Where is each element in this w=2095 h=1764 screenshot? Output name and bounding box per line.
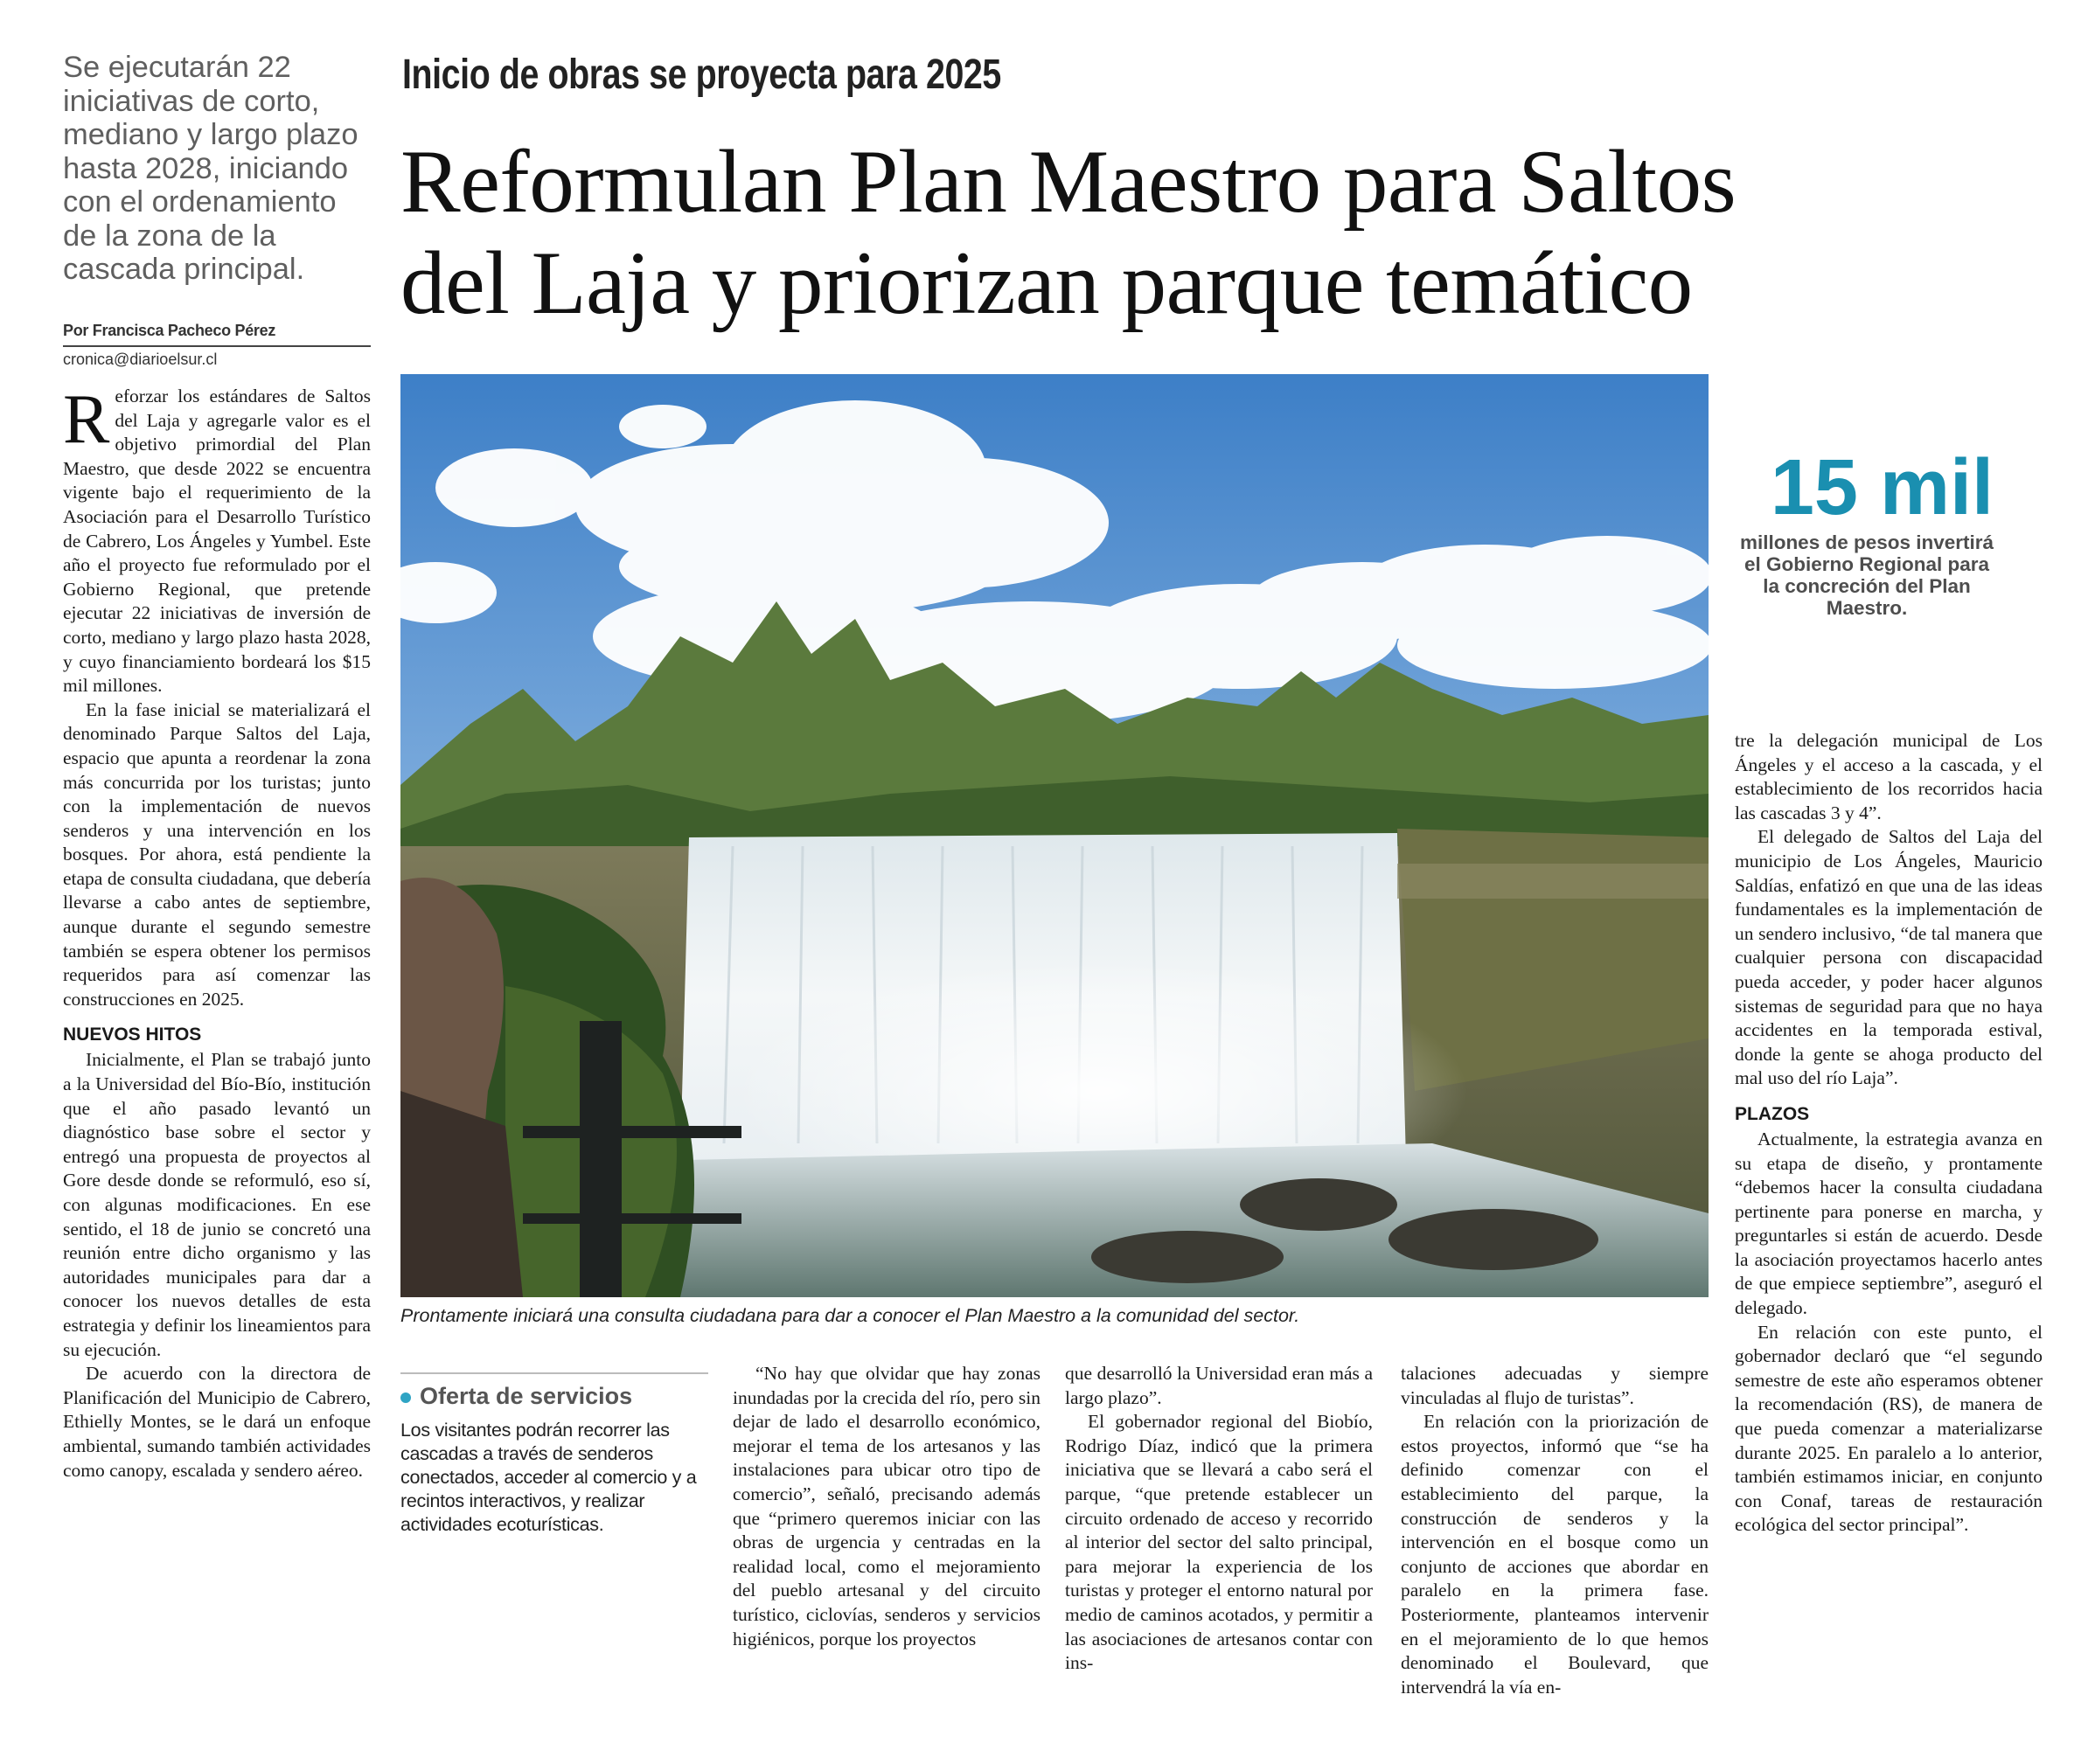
article-kicker: Inicio de obras se proyecta para 2025	[402, 52, 1001, 98]
text-column-3	[1065, 1362, 1373, 1676]
stat-value: 15 mil	[1770, 444, 1994, 531]
stat-description: millones de pesos invertirá el Gobierno Regional para la concreción del Plan Maestro.	[1739, 531, 1994, 619]
paragraph: El delegado de Saltos del Laja del municipio de Los Ángeles, Mauricio Saldías, enfatizó en que una de las ideas fundamentales es la implementación de un sendero inclusivo, “de tal manera que cualquier persona con discapacidad pueda acceder, y poder hacer algunos sistemas de seguridad para que no haya accidentes en la temporada estival, donde la gente se ahoga producto del mal uso del río Laja”.	[1735, 826, 2043, 1089]
services-box-title-text: Oferta de servicios	[420, 1383, 633, 1409]
paragraph: Actualmente, la estrategia avanza en su etapa de diseño, y prontamente “debemos hacer la consulta ciudadana pertinente para ponerse en marcha, y preguntarles si están de acuerdo. Desde la asociación proyectamos hacerlo antes de que empiece septiembre”, aseguró el delegado.	[1735, 1128, 2043, 1319]
text-column-5	[1735, 729, 2043, 1538]
text-column-2	[733, 1362, 1041, 1651]
text-column-1	[63, 381, 371, 1483]
bullet-icon	[400, 1392, 411, 1403]
subhead-nuevos-hitos: NUEVOS HITOS	[63, 1024, 202, 1045]
drop-cap: R	[63, 381, 110, 458]
paragraph: “No hay que olvidar que hay zonas inundadas por la crecida del río, pero sin dejar de lado el desarrollo económico, mejorar el tema de los artesanos y las instalaciones para ubicar otro tipo de comercio”, señaló, precisando además que “primero queremos iniciar con las obras de urgencia y centradas en la realidad local, como el mejoramiento del pueblo artesanal y del circuito turístico, ciclovías, senderos y servicios higiénicos, porque los proyectos	[733, 1363, 1041, 1649]
services-box-text: Los visitantes podrán recorrer las cascadas a través de senderos conectados, acceder al comercio y a recintos interactivos, y realizar actividades ecoturísticas.	[400, 1420, 697, 1535]
paragraph: El gobernador regional del Biobío, Rodrigo Díaz, indicó que la primera iniciativa que se llevará a cabo será el parque, “que pretende establecer un circuito ordenado de acceso y recorrido al interior del sector del salto principal, para mejorar la experiencia de los turistas y proteger el entorno natural por medio de caminos acotados, y permitir a las asociaciones de artesanos contar con ins-	[1065, 1411, 1373, 1674]
services-box-title	[400, 1372, 708, 1410]
paragraph: talaciones adecuadas y siempre vinculadas al flujo de turistas”.	[1401, 1363, 1709, 1408]
article-lead: Se ejecutarán 22 iniciativas de corto, mediano y largo plazo hasta 2028, iniciando con el ordenamiento de la zona de la cascada principal.	[63, 51, 358, 286]
article-headline	[400, 131, 2062, 334]
paragraph	[63, 381, 371, 698]
photo-caption: Prontamente iniciará una consulta ciudadana para dar a conocer el Plan Maestro a la comunidad del sector.	[400, 1305, 1300, 1326]
headline-line-1: Reformulan Plan Maestro para Saltos	[400, 132, 1737, 232]
paragraph-text: eforzar los estándares de Saltos del Laja y agregarle valor es el objetivo primordial del Plan Maestro, que desde 2022 se encuentra vigente bajo el requerimiento de la Asociación para el Desarrollo Turístico de Cabrero, Los Ángeles y Yumbel. Este año el proyecto fue reformulado por el Gobierno Regional, que pretende ejecutar 22 iniciativas de inversión de corto, mediano y largo plazo hasta 2028, y cuyo financiamiento bordeará los $15 mil millones.	[63, 385, 371, 697]
paragraph: En la fase inicial se materializará el denominado Parque Saltos del Laja, espacio que apunta a reordenar la zona más concurrida por los turistas; junto con la implementación de nuevos senderos y una intervención en los bosques. Por ahora, está pendiente la etapa de consulta ciudadana, que debería llevarse a cabo antes de septiembre, aunque durante el segundo semestre también se espera obtener los permisos requeridos para así comenzar las construcciones en 2025.	[63, 698, 371, 1010]
text-column-4	[1401, 1362, 1709, 1699]
paragraph: En relación con este punto, el gobernador declaró que “el segundo semestre de este año esperamos obtener la recomendación (RS), de manera de que pueda comenzar a materializarse durante 2025. En paralelo a lo anterior, también estimamos iniciar, en conjunto con Conaf, tareas de restauración ecológica del sector principal”.	[1735, 1321, 2043, 1536]
paragraph: De acuerdo con la directora de Planificación del Municipio de Cabrero, Ethielly Montes, se le dará un enfoque ambiental, sumando también actividades como canopy, escalada y sendero aéreo.	[63, 1363, 371, 1481]
byline-author: Por Francisca Pacheco Pérez	[63, 322, 371, 347]
headline-line-2: del Laja y priorizan parque temático	[400, 233, 1693, 333]
byline	[63, 322, 371, 369]
byline-email: cronica@diarioelsur.cl	[63, 351, 218, 368]
paragraph: tre la delegación municipal de Los Ángeles y el acceso a la cascada, y el establecimiento de los recorridos hacia las cascadas 3 y 4”.	[1735, 730, 2043, 823]
waterfall-photo	[400, 374, 1709, 1297]
paragraph: Inicialmente, el Plan se trabajó junto a la Universidad del Bío-Bío, institución que el año pasado levantó un diagnóstico base sobre el sector y entregó una propuesta de proyectos al Gore desde donde se reformuló, eso sí, con algunas modificaciones. En ese sentido, el 18 de junio se concretó una reunión entre dicho organismo y las autoridades municipales para dar a conocer los nuevos detalles de esta estrategia y definir los lineamientos para su ejecución.	[63, 1049, 371, 1360]
subhead-plazos: PLAZOS	[1735, 1103, 1810, 1124]
paragraph: que desarrolló la Universidad eran más a largo plazo”.	[1065, 1363, 1373, 1408]
paragraph: En relación con la priorización de estos proyectos, informó que “se ha definido comenzar con el establecimiento del parque, la construcción de senderos y la intervención en el bosque como un conjunto de acciones que abordar en paralelo en la primera fase. Posteriormente, planteamos intervenir en el mejoramiento de lo que hemos denominado el Boulevard, que intervendrá la vía en-	[1401, 1411, 1709, 1698]
services-box	[400, 1372, 708, 1537]
